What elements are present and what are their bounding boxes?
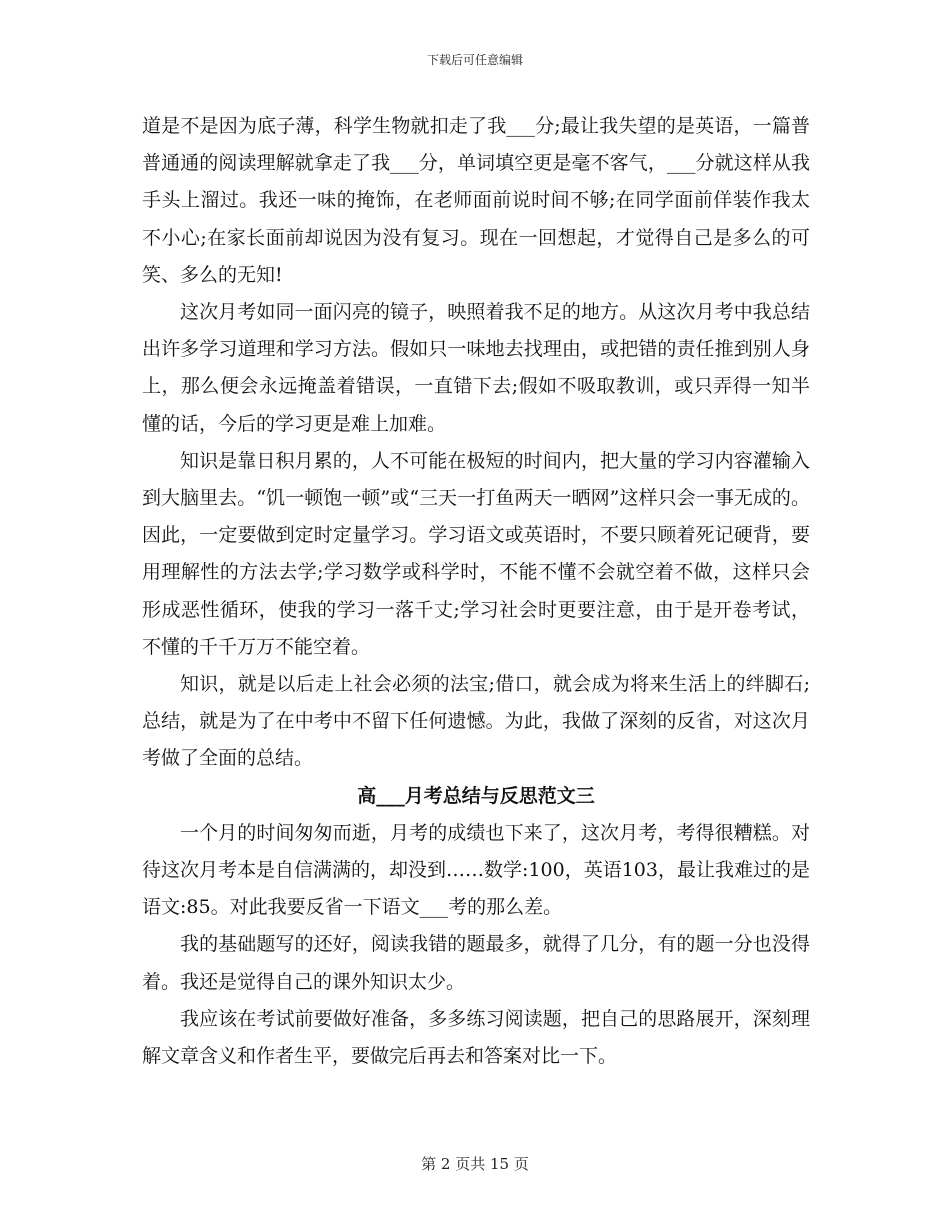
page-footer: 第 2 页共 15 页 xyxy=(421,1155,529,1173)
paragraph: 知识，就是以后走上社会必须的法宝;借口，就会成为将来生活上的绊脚石;总结，就是为了在中考中不留下任何遗憾。为此，我做了深刻的反省，对这次月考做了全面的总结。 xyxy=(142,673,810,770)
paragraph: 知识是靠日积月累的，人不可能在极短的时间内，把大量的学习内容灌输入到大脑里去。“饥一顿饱一顿”或“三天一打鱼两天一晒网”这样只会一事无成的。因此，一定要做到定时定量学习。学习语文或英语时，不要只顾着死记硬背，要用理解性的方法去学;学习数学或科学时，不能不懂不会就空着不做，这样只会形成恶性循环，使我的学习一落千丈;学习社会时更要注意，由于是开卷考试，不懂的千千万万不能空着。 xyxy=(142,449,810,658)
paragraph: 我的基础题写的还好，阅读我错的题最多，就得了几分，有的题一分也没得着。我还是觉得自己的课外知识太少。 xyxy=(142,933,810,993)
paragraph-continued: 道是不是因为底子薄，科学生物就扣走了我___分;最让我失望的是英语，一篇普普通通的阅读理解就拿走了我___分，单词填空更是毫不客气，___分就这样从我手头上溜过。我还一味的掩饰，在老师面前说时间不够;在同学面前佯装作我太不小心;在家长面前却说因为没有复习。现在一回想起，才觉得自己是多么的可笑、多么的无知! xyxy=(142,115,810,286)
paragraph: 一个月的时间匆匆而逝，月考的成绩也下来了，这次月考，考得很糟糕。对待这次月考本是自信满满的，却没到……数学:100，英语103，最让我难过的是语文:85。对此我要反省一下语文___考的那么差。 xyxy=(142,821,810,919)
paragraph: 这次月考如同一面闪亮的镜子，映照着我不足的地方。从这次月考中我总结出许多学习道理和学习方法。假如只一味地去找理由，或把错的责任推到别人身上，那么便会永远掩盖着错误，一直错下去;假如不吸取教训，或只弄得一知半懂的话，今后的学习更是难上加难。 xyxy=(142,301,810,435)
page-header: 下载后可任意编辑 xyxy=(426,53,523,67)
document-body xyxy=(142,108,810,1075)
paragraph: 我应该在考试前要做好准备，多多练习阅读题，把自己的思路展开，深刻理解文章含义和作者生平，要做完后再去和答案对比一下。 xyxy=(142,1007,810,1068)
section-title: 高___月考总结与反思范文三 xyxy=(357,784,595,807)
